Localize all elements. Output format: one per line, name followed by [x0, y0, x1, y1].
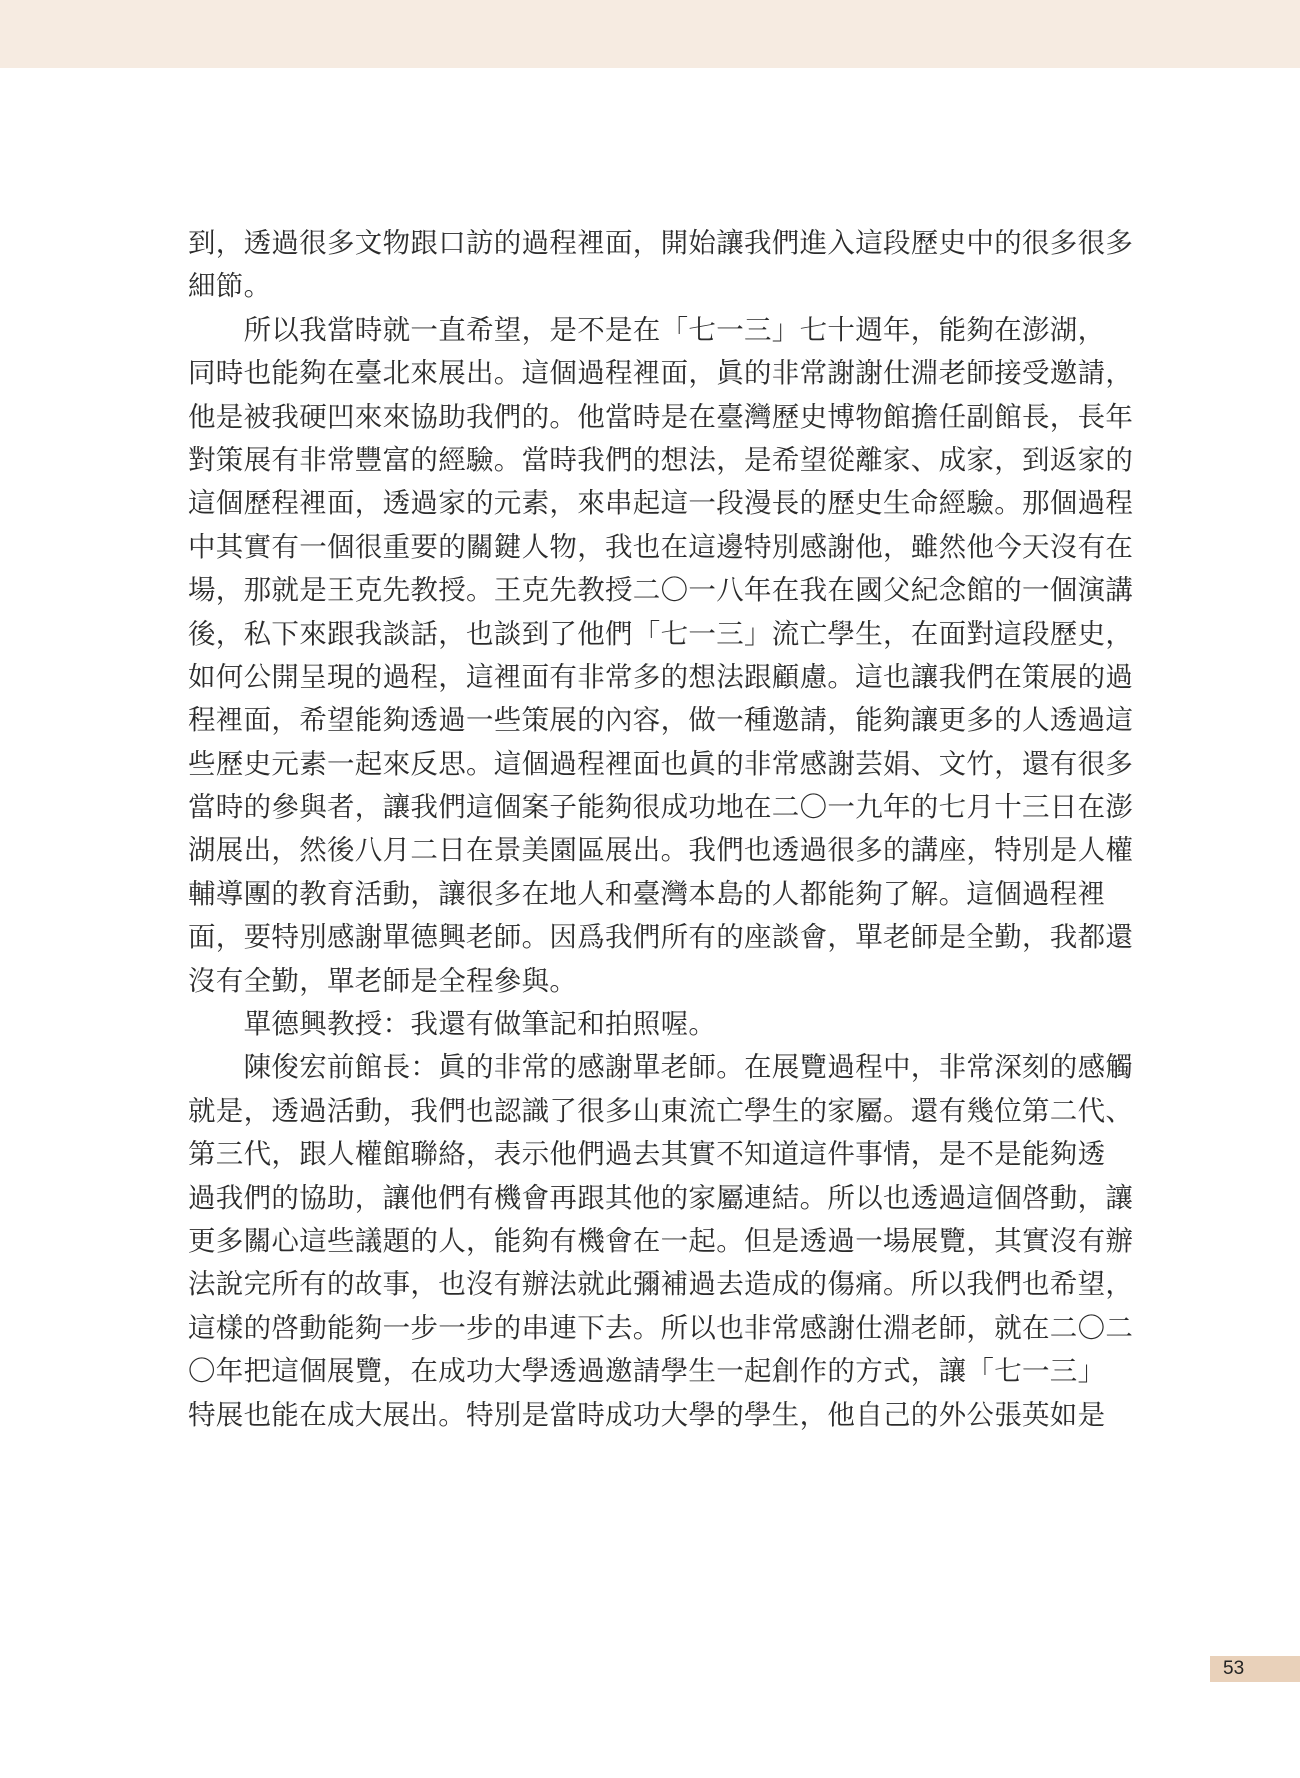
text-line: 陳俊宏前館長：眞的非常的感謝單老師。在展覽過程中，非常深刻的感觸 [188, 1051, 1134, 1084]
text-line: 第三代，跟人權館聯絡，表示他們過去其實不知道這件事情，是不是能夠透 [188, 1138, 1106, 1171]
text-line: 對策展有非常豐富的經驗。當時我們的想法，是希望從離家、成家，到返家的 [188, 443, 1134, 476]
text-line: 面，要特別感謝單德興老師。因爲我們所有的座談會，單老師是全勤，我都還 [188, 921, 1134, 954]
text-line: 細節。 [188, 270, 272, 303]
text-line: 這樣的啓動能夠一步一步的串連下去。所以也非常感謝仕淵老師，就在二〇二 [188, 1311, 1134, 1344]
text-line: 如何公開呈現的過程，這裡面有非常多的想法跟顧慮。這也讓我們在策展的過 [188, 660, 1134, 693]
text-line: 些歷史元素一起來反思。這個過程裡面也眞的非常感謝芸娟、文竹，還有很多 [188, 747, 1134, 780]
text-line: 到，透過很多文物跟口訪的過程裡面，開始讓我們進入這段歷史中的很多很多 [188, 227, 1134, 259]
body-text [188, 222, 1134, 1437]
text-line: 後，私下來跟我談話，也談到了他們「七一三」流亡學生，在面對這段歷史， [188, 617, 1134, 650]
text-line: 程裡面，希望能夠透過一些策展的內容，做一種邀請，能夠讓更多的人透過這 [188, 704, 1134, 737]
text-line: 他是被我硬凹來來協助我們的。他當時是在臺灣歷史博物館擔任副館長，長年 [188, 400, 1134, 433]
text-line: 沒有全勤，單老師是全程參與。 [188, 964, 578, 997]
header-band [0, 0, 1300, 68]
text-line: 同時也能夠在臺北來展出。這個過程裡面，眞的非常謝謝仕淵老師接受邀請， [188, 357, 1134, 390]
text-line: 當時的參與者，讓我們這個案子能夠很成功地在二〇一九年的七月十三日在澎 [188, 791, 1134, 824]
text-line: 湖展出，然後八月二日在景美園區展出。我們也透過很多的講座，特別是人權 [188, 834, 1134, 867]
text-line: 就是，透過活動，我們也認識了很多山東流亡學生的家屬。還有幾位第二代、 [188, 1094, 1134, 1127]
text-line: 〇年把這個展覽，在成功大學透過邀請學生一起創作的方式，讓「七一三」 [188, 1355, 1106, 1388]
page-number: 53 [1223, 1658, 1245, 1679]
text-line: 這個歷程裡面，透過家的元素，來串起這一段漫長的歷史生命經驗。那個過程 [188, 487, 1134, 520]
text-line: 法說完所有的故事，也沒有辦法就此彌補過去造成的傷痛。所以我們也希望， [188, 1268, 1134, 1301]
text-line: 單德興教授：我還有做筆記和拍照喔。 [188, 1008, 717, 1041]
text-line: 場，那就是王克先教授。王克先教授二〇一八年在我在國父紀念館的一個演講 [188, 574, 1134, 607]
text-line: 所以我當時就一直希望，是不是在「七一三」七十週年，能夠在澎湖， [188, 313, 1106, 346]
text-line: 特展也能在成大展出。特別是當時成功大學的學生，他自己的外公張英如是 [188, 1398, 1106, 1431]
text-line: 中其實有一個很重要的關鍵人物，我也在這邊特別感謝他，雖然他今天沒有在 [188, 530, 1134, 563]
text-line: 過我們的協助，讓他們有機會再跟其他的家屬連結。所以也透過這個啓動，讓 [188, 1181, 1134, 1214]
text-line: 輔導團的教育活動，讓很多在地人和臺灣本島的人都能夠了解。這個過程裡 [188, 877, 1106, 910]
text-line: 更多關心這些議題的人，能夠有機會在一起。但是透過一場展覽，其實沒有辦 [188, 1224, 1134, 1257]
